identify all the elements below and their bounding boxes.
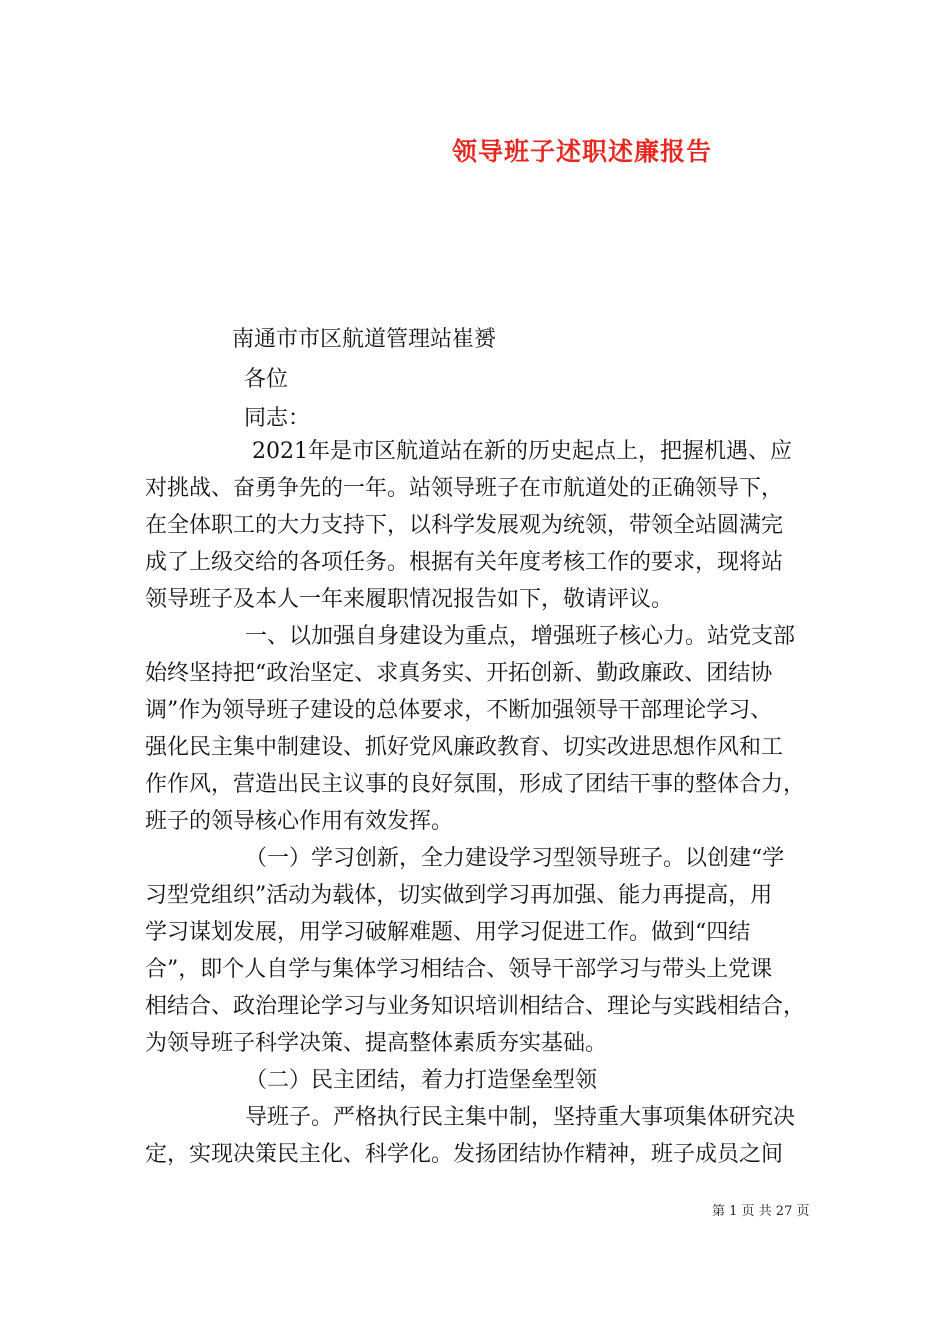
body-line: 调”作为领导班子建设的总体要求，不断加强领导干部理论学习、 — [145, 698, 773, 723]
body-line: 领导班子及本人一年来履职情况报告如下，敬请评议。 — [145, 587, 674, 612]
page-number-footer: 第 1 页 共 27 页 — [712, 1204, 810, 1219]
body-line: 导班子。严格执行民主集中制，坚持重大事项集体研究决 — [245, 1105, 796, 1130]
body-line: （一）学习创新，全力建设学习型领导班子。以创建“学 — [245, 846, 785, 871]
body-line: （二）民主团结，着力打造堡垒型领 — [245, 1068, 598, 1093]
body-line: 对挑战、奋勇争先的一年。站领导班子在市航道处的正确领导下， — [145, 476, 784, 501]
body-line: 2021年是市区航道站在新的历史起点上，把握机遇、应 — [252, 439, 792, 464]
document-title: 领导班子述职述廉报告 — [452, 137, 713, 166]
body-line: 成了上级交给的各项任务。根据有关年度考核工作的要求，现将站 — [145, 550, 784, 575]
body-line: 强化民主集中制建设、抓好党风廉政教育、切实改进思想作风和工 — [145, 735, 784, 760]
body-line: 为领导班子科学决策、提高整体素质夯实基础。 — [145, 1031, 608, 1056]
body-line: 在全体职工的大力支持下，以科学发展观为统领，带领全站圆满完 — [145, 513, 784, 538]
body-line: 班子的领导核心作用有效发挥。 — [145, 809, 454, 834]
body-line: 合”，即个人自学与集体学习相结合、领导干部学习与带头上党课 — [145, 957, 773, 982]
body-line: 始终坚持把“政治坚定、求真务实、开拓创新、勤政廉政、团结协 — [145, 661, 773, 686]
salutation-line: 各位 — [244, 367, 289, 392]
body-line: 一、以加强自身建设为重点，增强班子核心力。站党支部 — [245, 624, 796, 649]
body-line: 作作风，营造出民主议事的良好氛围，形成了团结干事的整体合力， — [145, 772, 806, 797]
body-line: 定，实现决策民主化、科学化。发扬团结协作精神，班子成员之间 — [145, 1142, 784, 1167]
author-line: 南通市市区航道管理站崔赟 — [232, 327, 497, 352]
body-line: 习型党组织”活动为载体，切实做到学习再加强、能力再提高，用 — [145, 883, 773, 908]
body-line: 学习谋划发展，用学习破解难题、用学习促进工作。做到“四结 — [145, 920, 751, 945]
body-line: 相结合、政治理论学习与业务知识培训相结合、理论与实践相结合， — [145, 994, 806, 1019]
salutation-line: 同志： — [244, 406, 311, 431]
